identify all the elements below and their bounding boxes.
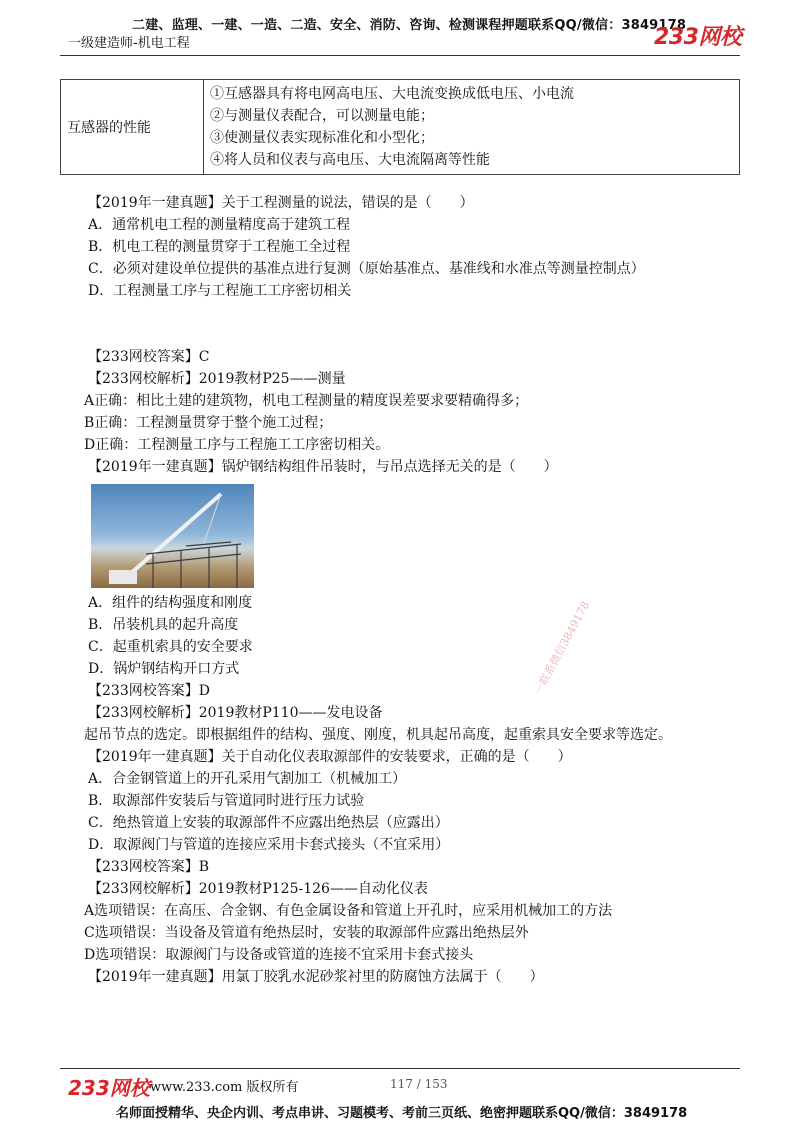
question-stem: 【2019年一建真题】锅炉钢结构组件吊装时，与吊点选择无关的是（ ） xyxy=(88,459,558,475)
option-c: C．起重机索具的安全要求 xyxy=(88,639,253,655)
crane-illustration xyxy=(91,484,254,588)
header-promo-text: 二建、监理、一建、一造、二造、安全、消防、咨询、检测课程押题联系QQ/微信：3849178 xyxy=(132,18,687,33)
analysis-note: 起吊节点的选定。即根据组件的结构、强度、刚度，机具起吊高度，起重索具安全要求等选定。 xyxy=(84,727,672,743)
question-stem: 【2019年一建真题】关于自动化仪表取源部件的安装要求，正确的是（ ） xyxy=(88,749,572,765)
footer-promo-text: 名师面授精华、央企内训、考点串讲、习题模考、考前三页纸、绝密押题联系QQ/微信：3849178 xyxy=(116,1106,688,1121)
transformer-performance-table xyxy=(60,79,740,175)
table-item: ②与测量仪表配合，可以测量电能； xyxy=(210,108,434,124)
option-d: D．工程测量工序与工程施工工序密切相关 xyxy=(88,283,352,299)
table-item: ③使测量仪表实现标准化和小型化； xyxy=(210,130,434,146)
page-number: 117 / 153 xyxy=(390,1077,448,1091)
footer-copyright: www.233.com 版权所有 xyxy=(150,1080,299,1095)
option-a: A．组件的结构强度和刚度 xyxy=(88,595,253,611)
footer-logo: 233网校 xyxy=(68,1076,150,1100)
watermark-text: 一联系微信3849178 xyxy=(531,599,593,698)
analysis-note: B正确：工程测量贯穿于整个施工过程； xyxy=(84,415,333,431)
question-stem: 【2019年一建真题】用氯丁胶乳水泥砂浆衬里的防腐蚀方法属于（ ） xyxy=(88,969,544,985)
spacer xyxy=(88,302,672,346)
crane-lifting-photo xyxy=(91,484,254,588)
table-item: ④将人员和仪表与高电压、大电流隔离等性能 xyxy=(210,152,490,168)
header-divider xyxy=(60,55,740,56)
answer-line: 【233网校答案】C xyxy=(88,349,210,365)
option-b: B．机电工程的测量贯穿于工程施工全过程 xyxy=(88,239,351,255)
analysis-note: D选项错误：取源阀门与设备或管道的连接不宜采用卡套式接头 xyxy=(84,947,474,963)
table-row xyxy=(61,80,740,175)
analysis-note: D正确：工程测量工序与工程施工工序密切相关。 xyxy=(84,437,390,453)
option-b: B．吊装机具的起升高度 xyxy=(88,617,239,633)
brand-logo: 233网校 xyxy=(654,25,742,50)
footer-divider xyxy=(60,1068,740,1069)
answer-line: 【233网校答案】B xyxy=(88,859,210,875)
option-a: A．合金钢管道上的开孔采用气割加工（机械加工） xyxy=(88,771,407,787)
document-subtitle: 一级建造师-机电工程 xyxy=(68,36,190,51)
analysis-line: 【233网校解析】2019教材P110——发电设备 xyxy=(88,705,383,721)
analysis-note: C选项错误：当设备及管道有绝热层时，安装的取源部件应露出绝热层外 xyxy=(84,925,529,941)
table-label-cell: 互感器的性能 xyxy=(61,80,204,175)
question-content xyxy=(84,192,672,988)
analysis-line: 【233网校解析】2019教材P25——测量 xyxy=(88,371,346,387)
option-c: C．必须对建设单位提供的基准点进行复测（原始基准点、基准线和水准点等测量控制点） xyxy=(88,261,645,277)
answer-line: 【233网校答案】D xyxy=(88,683,210,699)
table-item: ①互感器具有将电网高电压、大电流变换成低电压、小电流 xyxy=(210,86,574,102)
analysis-note: A选项错误：在高压、合金钢、有色金属设备和管道上开孔时，应采用机械加工的方法 xyxy=(84,903,613,919)
option-d: D．锅炉钢结构开口方式 xyxy=(88,661,240,677)
option-b: B．取源部件安装后与管道同时进行压力试验 xyxy=(88,793,365,809)
question-stem: 【2019年一建真题】关于工程测量的说法，错误的是（ ） xyxy=(88,195,474,211)
analysis-line: 【233网校解析】2019教材P125-126——自动化仪表 xyxy=(88,881,428,897)
analysis-note: A正确：相比土建的建筑物，机电工程测量的精度误差要求要精确得多； xyxy=(84,393,529,409)
option-a: A．通常机电工程的测量精度高于建筑工程 xyxy=(88,217,351,233)
option-c: C．绝热管道上安装的取源部件不应露出绝热层（应露出） xyxy=(88,815,449,831)
table-value-cell xyxy=(204,80,740,175)
option-d: D．取源阀门与管道的连接应采用卡套式接头（不宜采用） xyxy=(88,837,450,853)
